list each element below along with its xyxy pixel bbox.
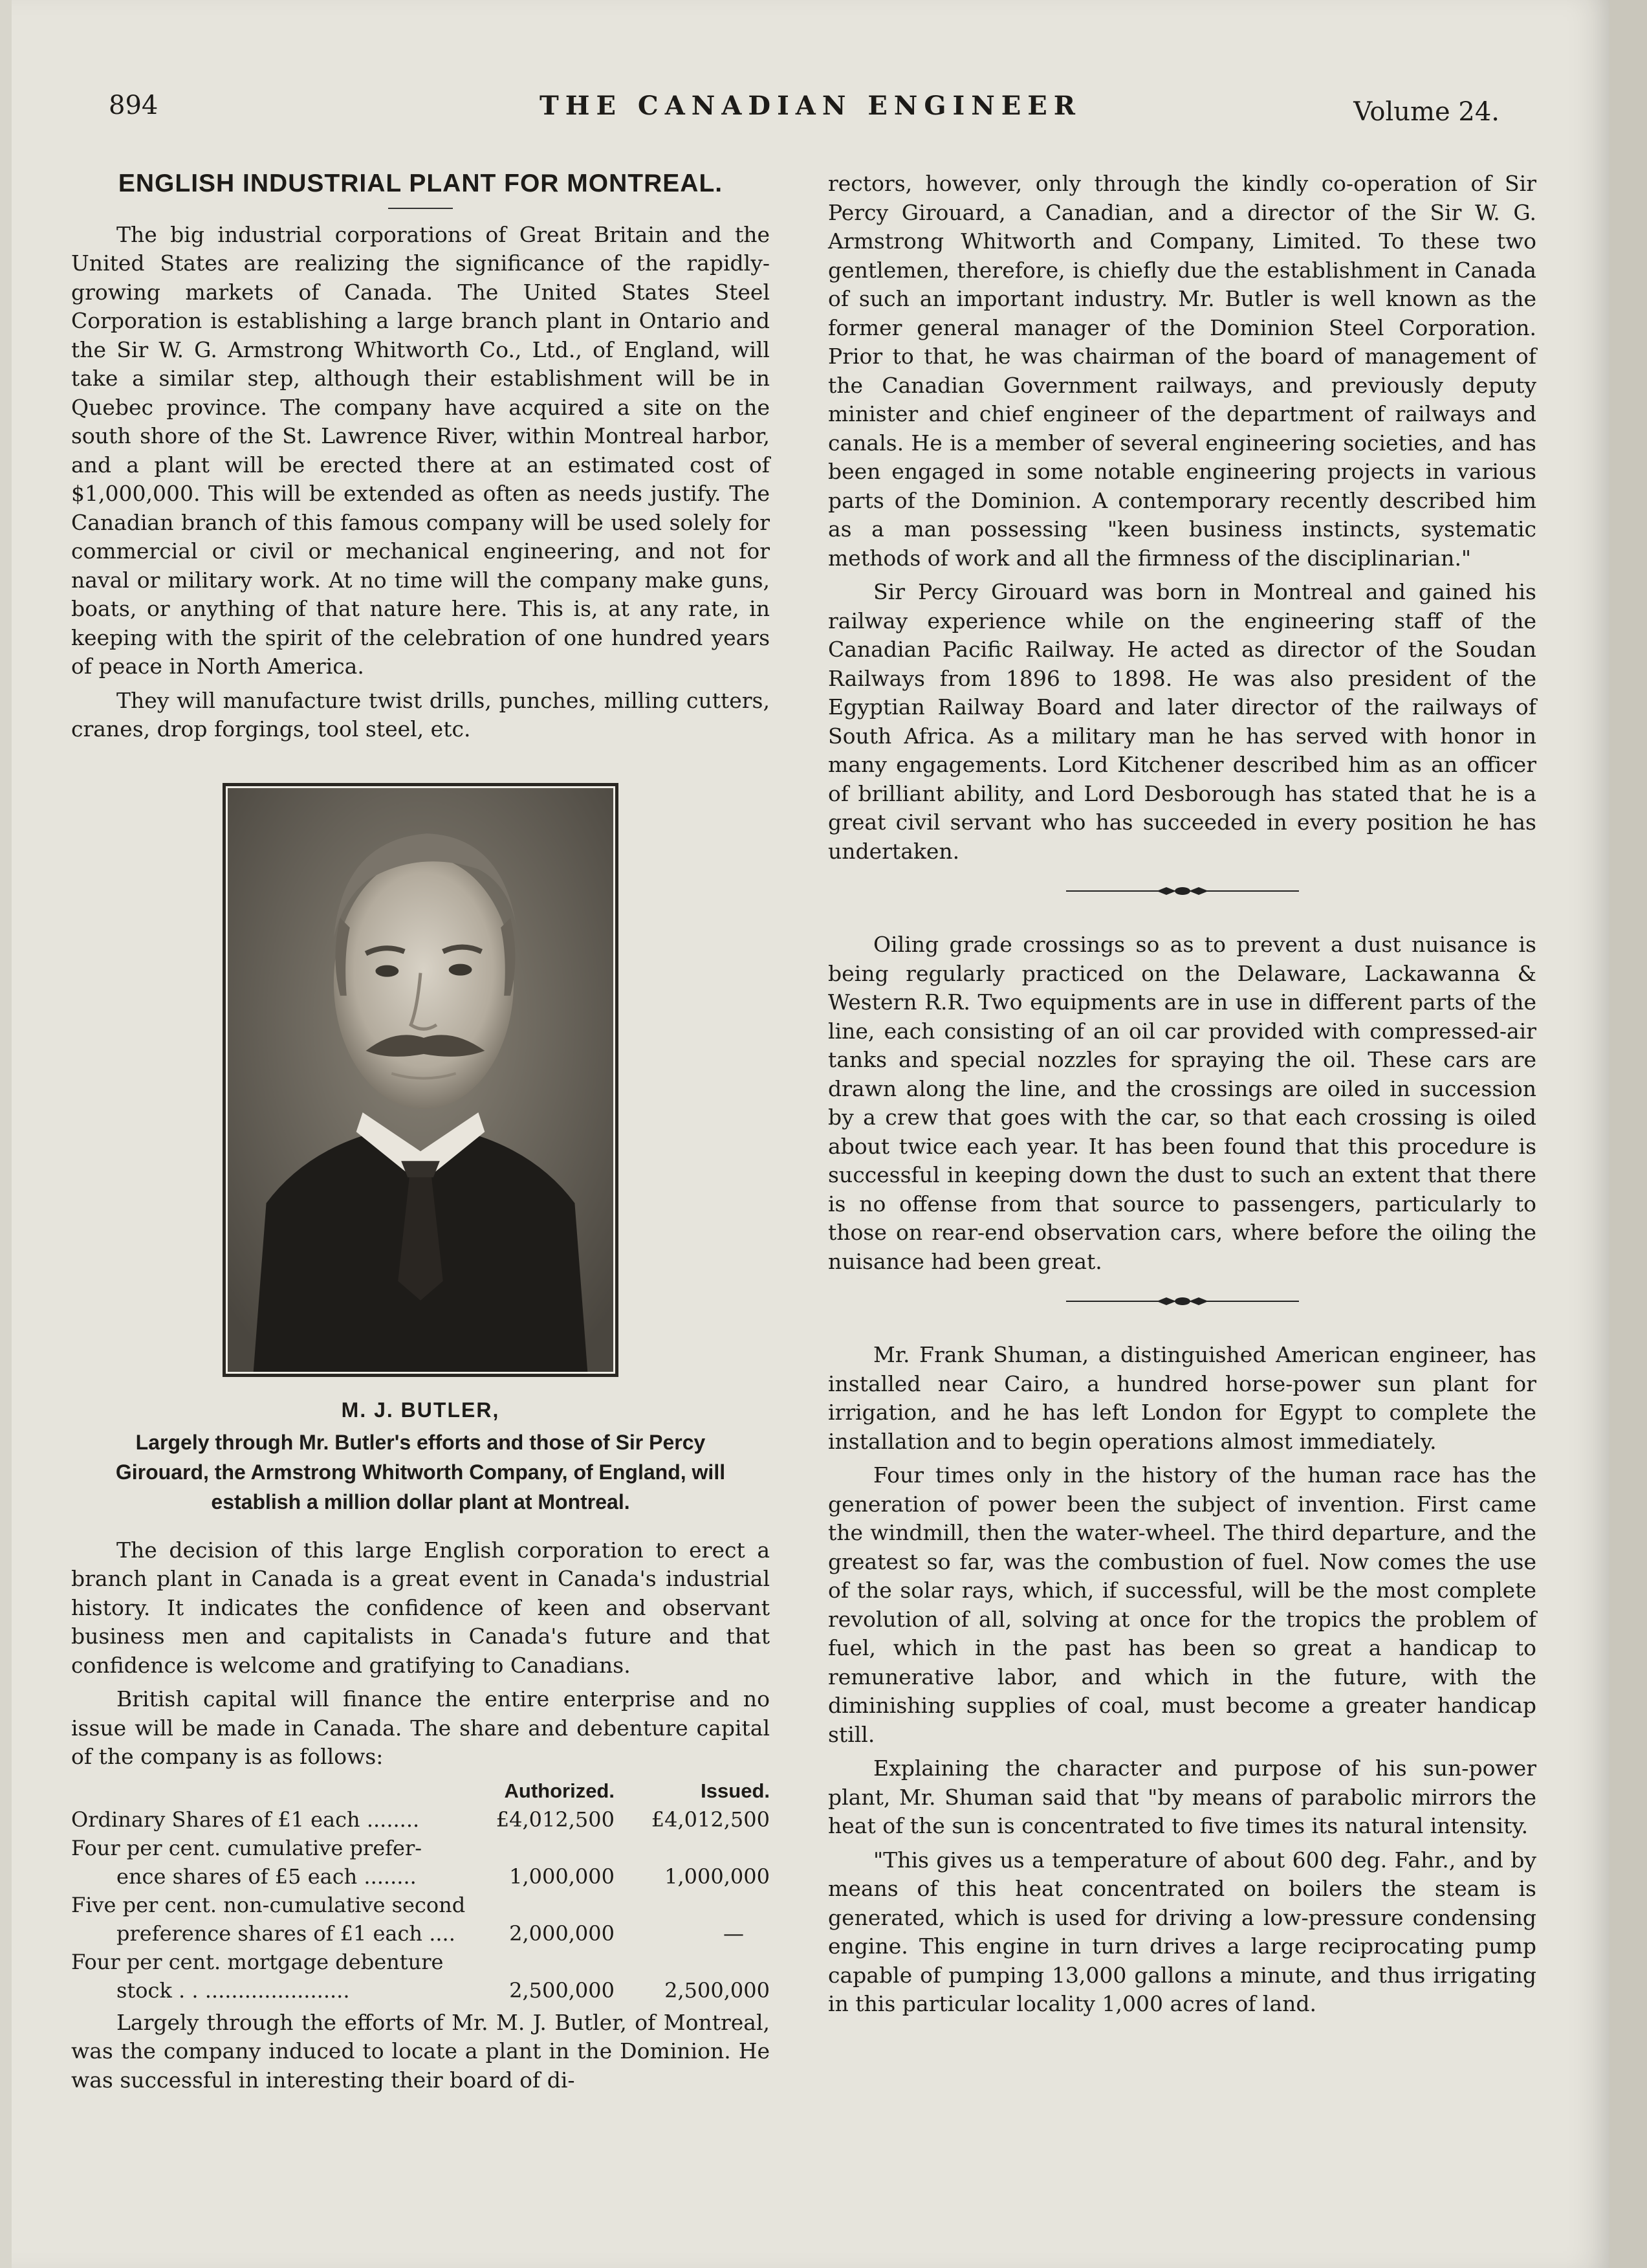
continued-text: rectors, however, only through the kindly co-operation of Sir Percy Girouard, a Canadian, and a director of the Sir W. G. Armstrong Whitworth and Company, Limited. To these two gentlemen, therefore, is chiefly due the establishment in Canada of such an important industry. Mr. Butler is well known as the former general manager of the Dominion Steel Corporation. Prior to that, he was chairman of the board of management of the Canadian Government railways, and previously deputy minister and chief engineer of the department of railways and canals. He is a member of several engineering societies, and has been engaged in some notable engineering projects in various parts of the Dominion. A contemporary recently described him as a man possessing "keen business instincts, systematic methods of work and all the firmness of the disciplinarian." — [828, 171, 1536, 571]
divider-ornament — [1066, 1292, 1299, 1311]
photo-caption — [71, 1395, 770, 1517]
right-column — [828, 170, 1536, 2024]
row-label-cont: preference shares of £1 each .... — [116, 1921, 455, 1946]
table-row — [71, 1948, 770, 1976]
journal-title: THE CANADIAN ENGINEER — [539, 91, 1082, 121]
section-divider — [1066, 881, 1299, 901]
caption-name: M. J. BUTLER, — [341, 1398, 500, 1422]
page-edge — [1609, 0, 1647, 2268]
table-row — [71, 1919, 770, 1948]
row-issued: 1,000,000 — [664, 1864, 770, 1889]
row-label-cont: ence shares of £5 each ........ — [116, 1864, 417, 1889]
row-issued: £4,012,500 — [651, 1807, 770, 1832]
left-column — [71, 170, 770, 2100]
article-paragraph: Explaining the character and purpose of his sun-power plant, Mr. Shuman said that "by means of parabolic mirrors the heat of the sun is concentrated to five times its natural intensity. — [828, 1756, 1536, 1838]
row-authorized: 1,000,000 — [509, 1864, 615, 1889]
capital-table-header — [71, 1777, 770, 1805]
table-row — [71, 1976, 770, 2005]
caption-text: Largely through Mr. Butler's efforts and those of Sir Percy Girouard, the Armstrong Whitworth Company, of England, will establish a million dollar plant at Montreal. — [115, 1430, 726, 1514]
row-issued: 2,500,000 — [664, 1977, 770, 2003]
table-row — [71, 1891, 770, 1919]
article-headline: ENGLISH INDUSTRIAL PLANT FOR MONTREAL. — [118, 170, 723, 197]
article-paragraph: Largely through the efforts of Mr. M. J. Butler, of Montreal, was the company induced to locate a plant in the Dominion. He was successful in interesting their board of di- — [71, 2009, 770, 2093]
row-authorized: £4,012,500 — [496, 1807, 615, 1832]
magazine-page — [12, 0, 1609, 2268]
row-label: Four per cent. cumulative prefer- — [71, 1835, 422, 1860]
portrait-image — [228, 788, 613, 1372]
article-paragraph: The decision of this large English corporation to erect a branch plant in Canada is a great event in Canada's industrial history. It indicates the confidence of keen and observant business men and capitalists in Canada's future and that confidence is welcome and gratifying to Canadians. — [71, 1537, 770, 1678]
article-paragraph: Mr. Frank Shuman, a distinguished American engineer, has installed near Cairo, a hundred horse-power sun plant for irrigation, and he has left London for Egypt to complete the installation and to begin operations almost immediately. — [828, 1342, 1536, 1454]
article-paragraph: The big industrial corporations of Great Britain and the United States are realizing the significance of the rapidly-growing markets of Canada. The United States Steel Corporation is establishing a large branch plant in Ontario and the Sir W. G. Armstrong Whitworth Co., Ltd., of England, will take a similar step, although their establishment will be in Quebec province. The company have acquired a site on the south shore of the St. Lawrence River, within Montreal harbor, and a plant will be erected there at an estimated cost of $1,000,000. This will be extended as often as needs justify. The Canadian branch of this famous company will be used solely for commercial or civil or mechanical engineering, and not for naval or military work. At no time will the company make guns, boats, or anything of that nature here. This is, at any rate, in keeping with the spirit of the celebration of one hundred years of peace in North America. — [71, 221, 770, 679]
row-label: Five per cent. non-cumulative second — [71, 1892, 466, 1917]
row-authorized: 2,500,000 — [509, 1977, 615, 2003]
page-header — [12, 84, 1609, 136]
section-divider — [1066, 1292, 1299, 1311]
table-row — [71, 1834, 770, 1862]
page-number: 894 — [109, 91, 158, 120]
row-label: Ordinary Shares of £1 each ........ — [71, 1807, 420, 1832]
portrait-photo-frame — [223, 783, 618, 1377]
table-row — [71, 1862, 770, 1891]
divider-ornament — [1066, 881, 1299, 901]
row-issued: — — [723, 1921, 744, 1946]
capital-table — [71, 1777, 770, 2005]
row-label-cont: stock . . ...................... — [116, 1977, 350, 2003]
row-authorized: 2,000,000 — [509, 1921, 615, 1946]
row-label: Four per cent. mortgage debenture — [71, 1949, 444, 1974]
table-row — [71, 1805, 770, 1834]
article-paragraph-continued — [828, 170, 1536, 573]
article-paragraph: They will manufacture twist drills, punches, milling cutters, cranes, drop forgings, tool steel, etc. — [71, 687, 770, 742]
portrait-photo — [228, 788, 613, 1372]
col-issued: Issued. — [701, 1779, 770, 1802]
article-paragraph: Sir Percy Girouard was born in Montreal and gained his railway experience while on the engineering staff of the Canadian Pacific Railway. He acted as director of the Soudan Railways from 1896 to 1898. He was also president of the Egyptian Railway Board and later director of the railways of South Africa. As a military man he has served with honor in many engagements. Lord Kitchener described him as an officer of brilliant ability, and Lord Desborough has stated that he is a great civil servant who has succeeded in every position he has undertaken. — [828, 579, 1536, 864]
article-paragraph: "This gives us a temperature of about 600 deg. Fahr., and by means of this heat concentrated on boilers the steam is generated, which is used for driving a low-pressure condensing engine. This engine in turn drives a large reciprocating pump capable of pumping 13,000 gallons a minute, and thus irrigating in this particular locality 1,000 acres of land. — [828, 1847, 1536, 2016]
volume-label: Volume 24. — [1353, 97, 1500, 127]
headline-rule — [388, 208, 453, 209]
col-authorized: Authorized. — [504, 1779, 615, 1802]
article-paragraph: Oiling grade crossings so as to prevent a dust nuisance is being regularly practiced on the Delaware, Lackawanna & Western R.R. Two equipments are in use in different parts of the line, each consisting of an oil car provided with compressed-air tanks and special nozzles for spraying the oil. These cars are drawn along the line, and the crossings are oiled in succession by a crew that goes with the car, so that each crossing is oiled about twice each year. It has been found that this procedure is successful in keeping down the dust to such an extent that there is no offense from that source to passengers, particularly to those on rear-end observation cars, where before the oiling the nuisance had been great. — [828, 932, 1536, 1274]
article-paragraph: Four times only in the history of the human race has the generation of power been the subject of invention. First came the windmill, then the water-wheel. The third departure, and the greatest so far, was the combustion of fuel. Now comes the use of the solar rays, which, if successful, will be the most complete revolution of all, solving at once for the tropics the problem of fuel, which in the past has been so great a handicap to remunerative labor, and which in the future, with the diminishing supplies of coal, must become a greater handicap still. — [828, 1462, 1536, 1747]
article-paragraph: British capital will finance the entire enterprise and no issue will be made in Canada. The share and debenture capital of the company is as follows: — [71, 1686, 770, 1769]
